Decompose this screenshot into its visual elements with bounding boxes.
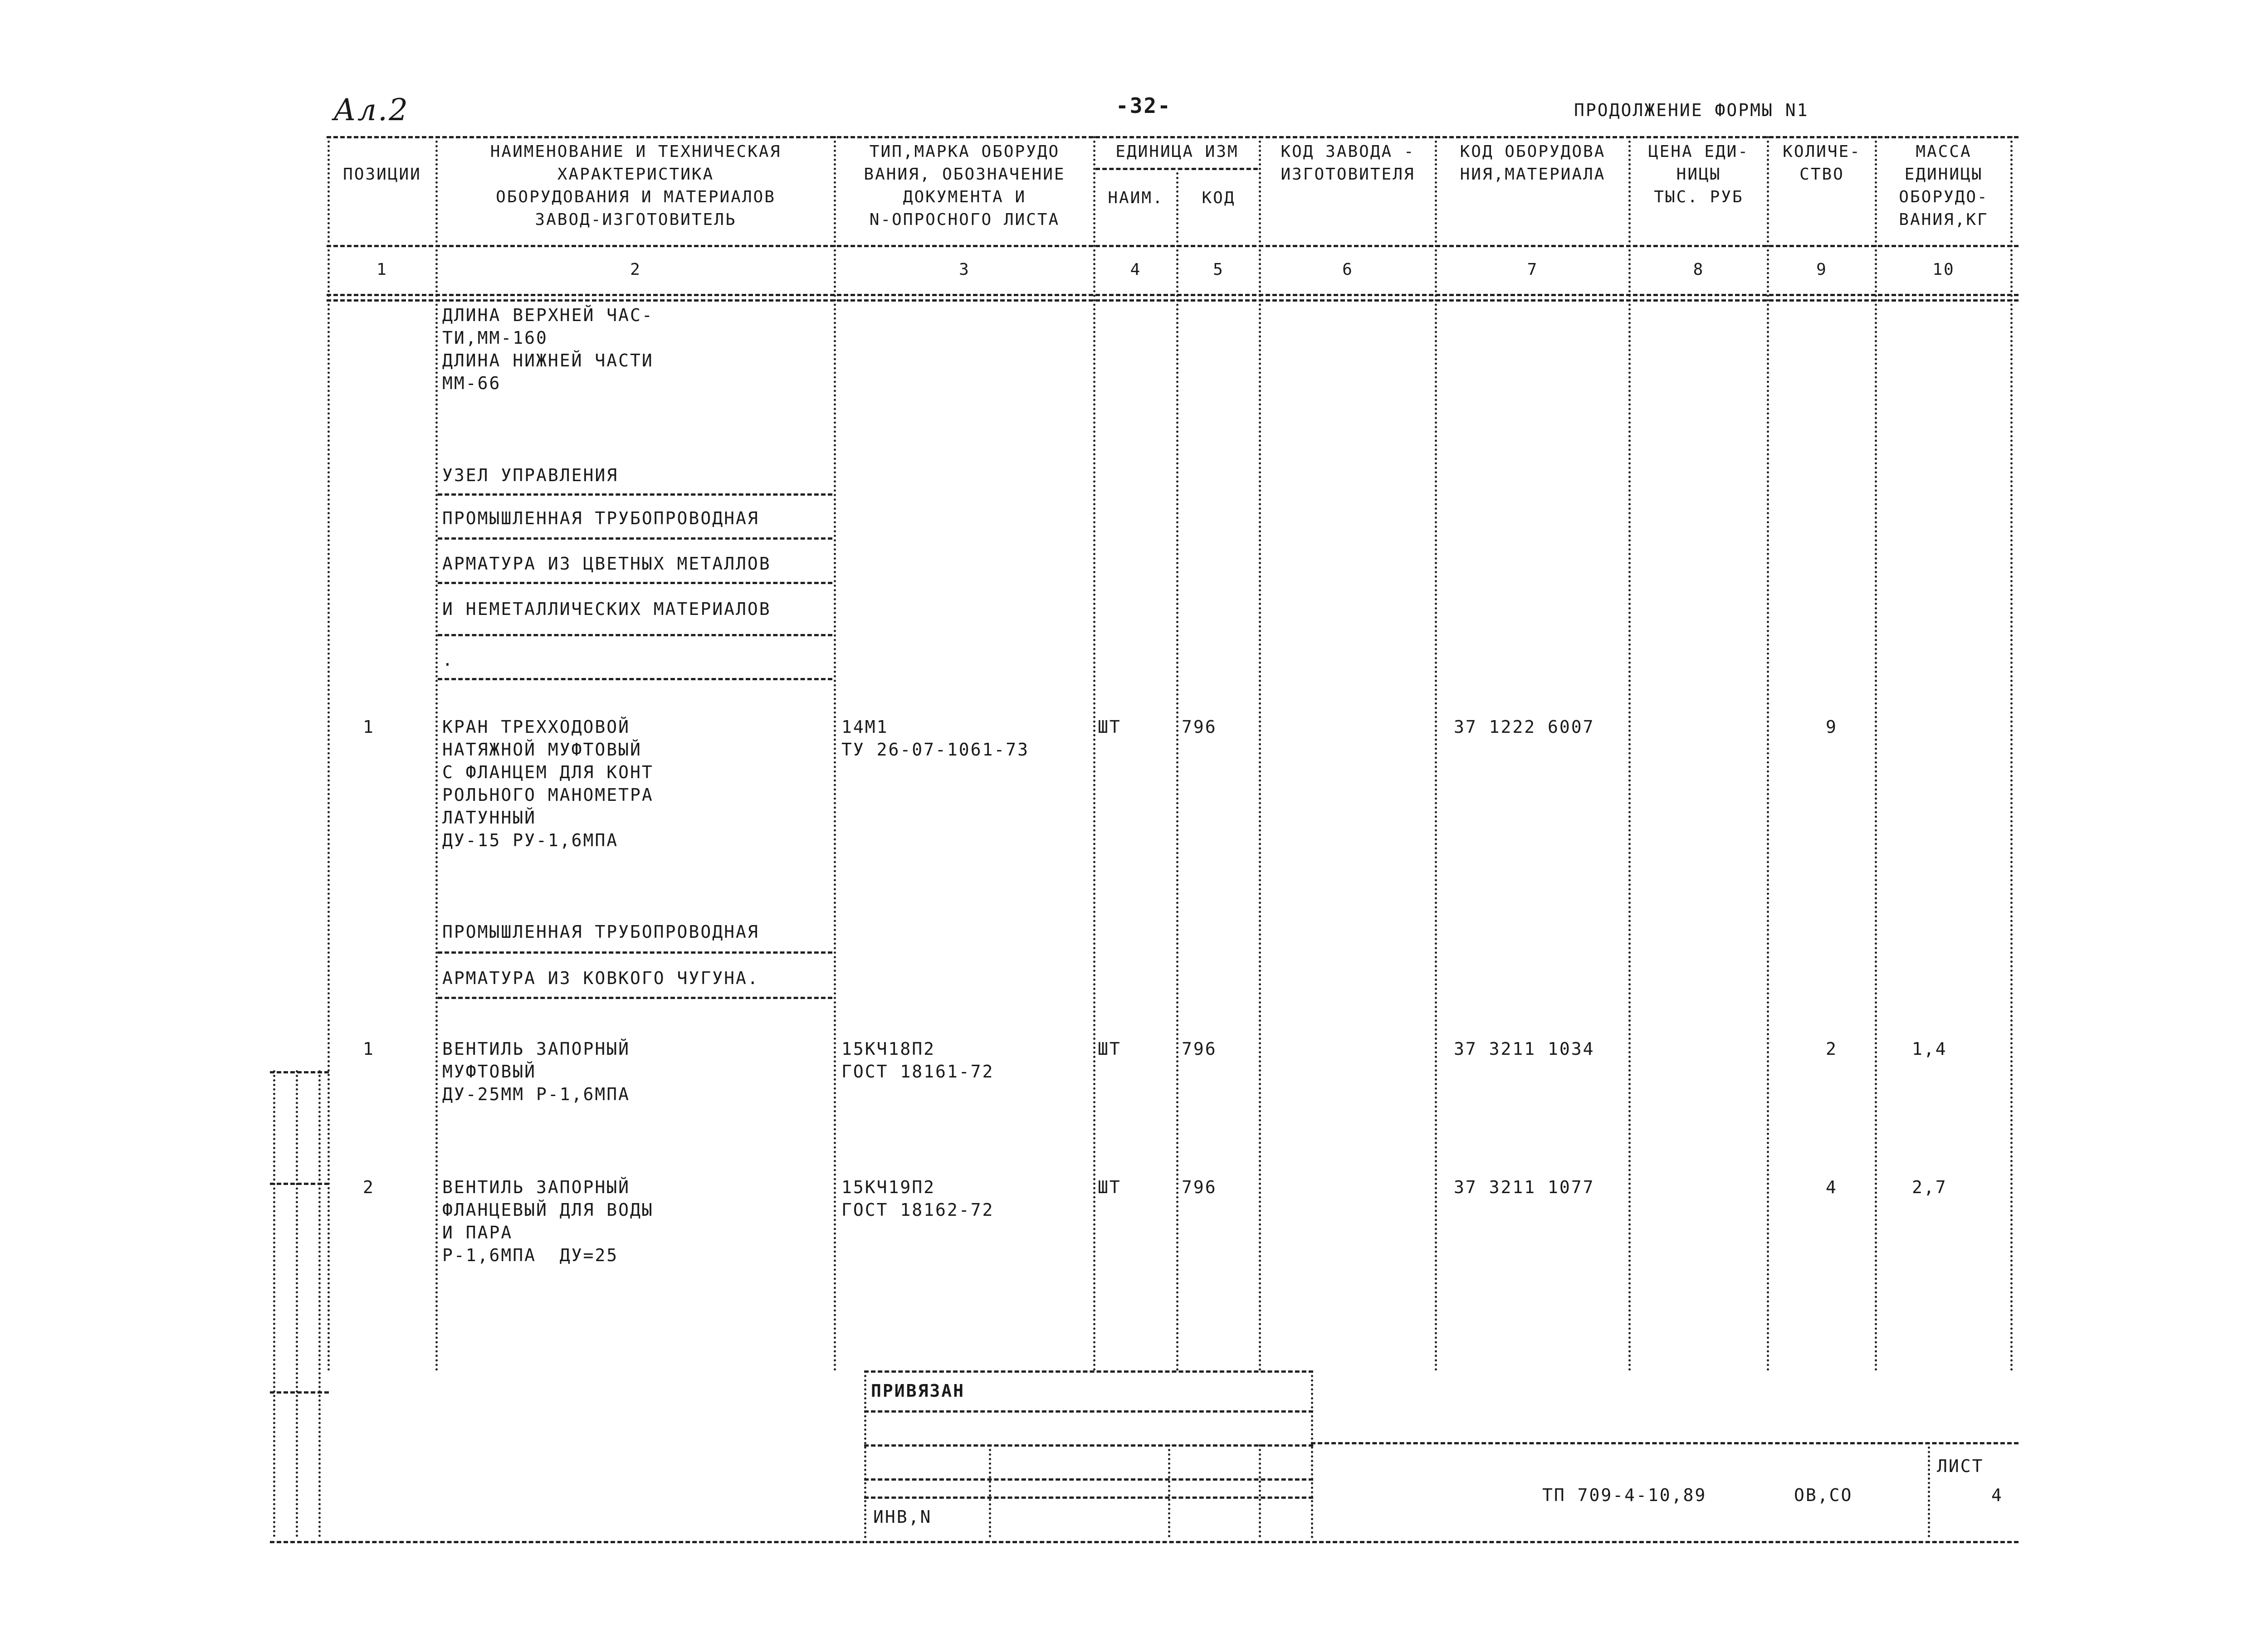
item1-material-code: 37 1222 6007 [1454,717,1595,737]
col-sep-2 [834,136,836,1372]
stamp-top-line [864,1370,1313,1373]
colnum-5: 5 [1213,260,1224,279]
stamp-sub-sep-2 [1168,1444,1170,1537]
col-sep-6 [1435,136,1437,1372]
col-sep-1 [435,136,438,1372]
section-armatura-chugun: АРМАТУРА ИЗ КОВКОГО ЧУГУНА. [442,968,759,988]
section-prom-1: ПРОМЫШЛЕННАЯ ТРУБОПРОВОДНАЯ [442,508,759,528]
item1-unit-code: 796 [1182,717,1217,737]
item3-material-code: 37 3211 1077 [1454,1177,1595,1197]
stamp-line-4 [864,1497,1313,1499]
section-armatura-cvet: АРМАТУРА ИЗ ЦВЕТНЫХ МЕТАЛЛОВ [442,554,771,574]
row-length-text: ДЛИНА ВЕРХНЕЙ ЧАС- ТИ,ММ-160 ДЛИНА НИЖНЕЙ ЧАСТИ ММ-66 [442,305,654,393]
item1-position: 1 [363,717,375,737]
item3-type: 15КЧ19П2 ГОСТ 18162-72 [841,1177,994,1220]
margin-strip-2 [296,1070,298,1537]
item3-position: 2 [363,1177,375,1197]
col-sep-3 [1093,136,1095,1372]
sheet-mark-handwritten: Ал.2 [333,93,409,127]
item3-unit-code: 796 [1182,1177,1217,1197]
item2-type: 15КЧ18П2 ГОСТ 18161-72 [841,1039,994,1082]
item3-quantity: 4 [1826,1177,1838,1197]
header-factory-code: КОД ЗАВОДА - ИЗГОТОВИТЕЛЯ [1281,142,1415,184]
colnum-10: 10 [1932,260,1955,279]
colnum-9: 9 [1816,260,1828,279]
form-title: ПРОДОЛЖЕНИЕ ФОРМЫ N1 [1574,100,1809,120]
colnum-7: 7 [1527,260,1539,279]
header-price: ЦЕНА ЕДИ- НИЦЫ ТЫС. РУБ [1648,142,1750,206]
section-line-7 [438,997,832,999]
stamp-line-1 [864,1410,1313,1413]
stamp-sub-sep-1 [989,1444,991,1537]
col-sep-0 [327,136,330,1372]
header-type: ТИП,МАРКА ОБОРУДО ВАНИЯ, ОБОЗНАЧЕНИЕ ДОКУМЕНТА И N-ОПРОСНОГО ЛИСТА [864,142,1066,229]
header-positions: ПОЗИЦИИ [343,165,421,184]
title-block-top-line [1311,1442,2019,1444]
page-number: -32- [1116,93,1172,118]
stamp-privyazan: ПРИВЯЗАН [871,1381,965,1401]
colnum-8: 8 [1693,260,1705,279]
unit-subdivider [1095,168,1258,170]
colnum-4: 4 [1130,260,1142,279]
table-top-border [327,136,2019,138]
item2-quantity: 2 [1826,1039,1838,1059]
item2-unit-code: 796 [1182,1039,1217,1059]
col-sep-9 [1875,136,1877,1372]
section-line-1 [438,493,832,496]
header-mass: МАССА ЕДИНИЦЫ ОБОРУДО- ВАНИЯ,КГ [1899,142,1989,229]
item3-unit: ШТ [1098,1177,1121,1197]
header-material-code: КОД ОБОРУДОВА НИЯ,МАТЕРИАЛА [1460,142,1606,184]
col-sep-7 [1628,136,1631,1372]
item3-name: ВЕНТИЛЬ ЗАПОРНЫЙ ФЛАНЦЕВЫЙ ДЛЯ ВОДЫ И ПАРА Р-1,6МПА ДУ=25 [442,1177,654,1265]
margin-strip-line-2 [270,1183,329,1185]
item2-material-code: 37 3211 1034 [1454,1039,1595,1059]
column-number-border [327,294,2019,296]
section-prom-2: ПРОМЫШЛЕННАЯ ТРУБОПРОВОДНАЯ [442,922,759,942]
title-sheet-label: ЛИСТ [1937,1456,1984,1476]
item1-type: 14М1 ТУ 26-07-1061-73 [841,717,1030,760]
title-sheet-number: 4 [1991,1485,2003,1505]
item2-unit: ШТ [1098,1039,1121,1059]
header-quantity: КОЛИЧЕ- СТВО [1783,142,1861,184]
colnum-3: 3 [959,260,970,279]
margin-strip-line-1 [270,1071,329,1073]
item2-name: ВЕНТИЛЬ ЗАПОРНЫЙ МУФТОВЫЙ ДУ-25ММ Р-1,6МПА [442,1039,631,1104]
section-line-2 [438,537,832,540]
col-sep-10 [2010,136,2013,1372]
margin-strip-line-3 [270,1391,329,1394]
section-dot: . [442,650,454,670]
col-sep-5 [1259,136,1261,1372]
item1-name: КРАН ТРЕХХОДОВОЙ НАТЯЖНОЙ МУФТОВЫЙ С ФЛАНЦЕМ ДЛЯ КОНТ РОЛЬНОГО МАНОМЕТРА ЛАТУННЫЙ ДУ-15 РУ-1,6МПА [442,717,654,850]
margin-strip-1 [273,1070,275,1537]
item1-quantity: 9 [1826,717,1838,737]
stamp-left-line [864,1370,866,1538]
col-sep-8 [1767,136,1769,1372]
header-name: НАИМЕНОВАНИЕ И ТЕХНИЧЕСКАЯ ХАРАКТЕРИСТИКА ОБОРУДОВАНИЯ И МАТЕРИАЛОВ ЗАВОД-ИЗГОТОВИТЕЛЬ [490,142,782,229]
section-uzel: УЗЕЛ УПРАВЛЕНИЯ [442,465,619,485]
section-line-4 [438,634,832,636]
stamp-right-line [1311,1370,1313,1538]
colnum-6: 6 [1342,260,1354,279]
title-sheet-sep [1928,1442,1930,1537]
colnum-2: 2 [630,260,641,279]
page-bottom-border [270,1541,2019,1543]
title-doc-code: ТП 709-4-10,89 [1542,1485,1707,1505]
column-number-border-2 [327,299,2019,302]
colnum-1: 1 [376,260,388,279]
header-unit-name: НАИМ. [1108,189,1164,207]
item1-unit: ШТ [1098,717,1121,737]
section-line-3 [438,582,832,584]
stamp-line-2 [864,1444,1313,1447]
stamp-sub-sep-3 [1259,1444,1261,1537]
section-nemet: И НЕМЕТАЛЛИЧЕСКИХ МАТЕРИАЛОВ [442,599,771,619]
stamp-inv-number: ИНВ,N [873,1507,932,1527]
header-unit-code: КОД [1202,189,1236,207]
margin-strip-3 [318,1070,321,1537]
item3-mass: 2,7 [1912,1177,1947,1197]
section-line-6 [438,951,832,954]
header-unit: ЕДИНИЦА ИЗМ [1115,142,1239,161]
header-bottom-border [327,245,2019,247]
section-line-5 [438,678,832,680]
col-sep-4 [1176,172,1178,1372]
item2-position: 1 [363,1039,375,1059]
stamp-line-3 [864,1478,1313,1481]
item2-mass: 1,4 [1912,1039,1947,1059]
title-section: ОВ,СО [1794,1485,1853,1505]
